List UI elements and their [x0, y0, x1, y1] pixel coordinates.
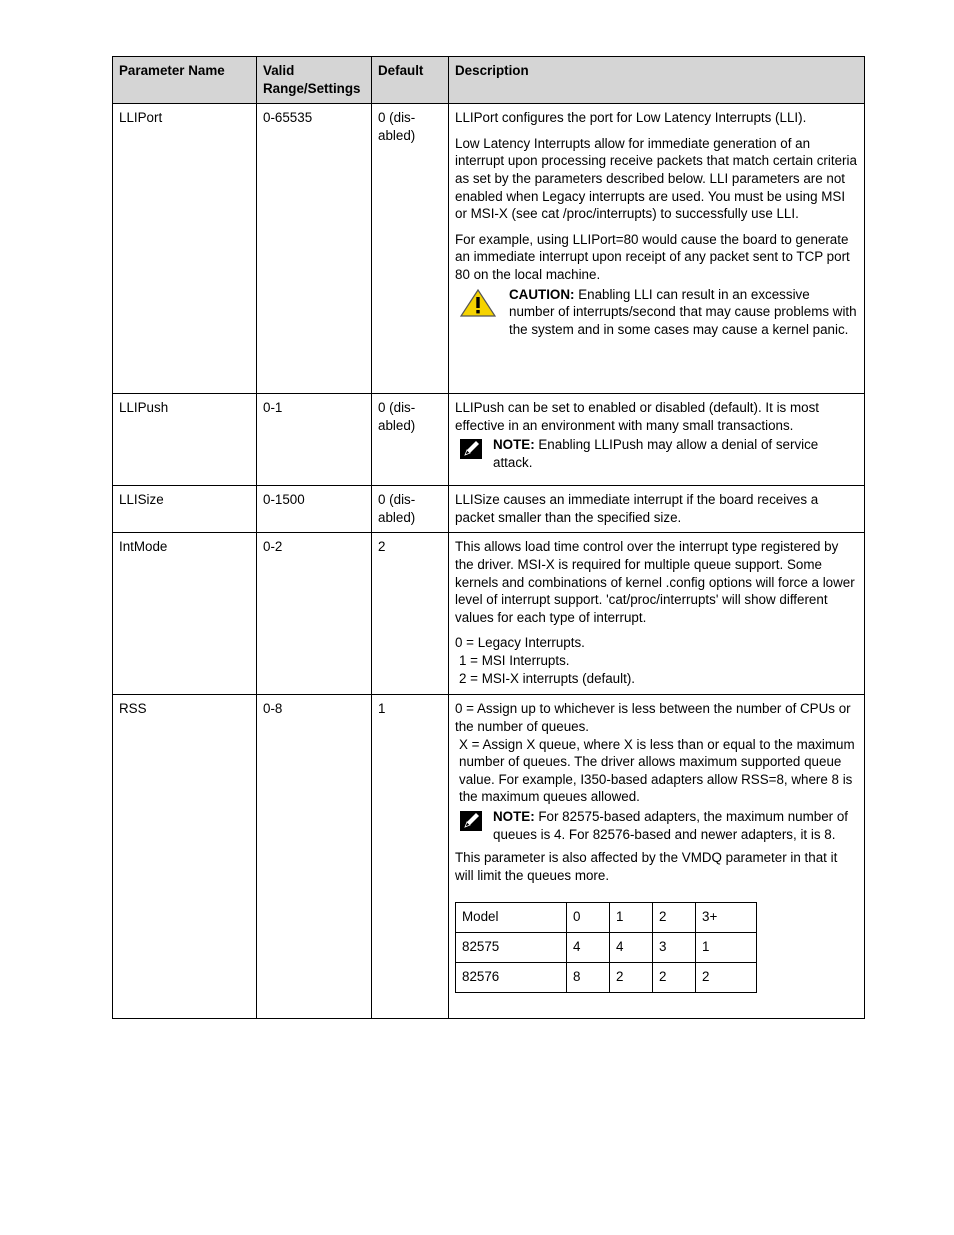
param-range: 0-1 [257, 394, 372, 486]
description-paragraph: LLIPush can be set to enabled or disabled (default). It is most effective in an environment with many small transactions. [455, 400, 819, 433]
table-header-row [113, 57, 865, 104]
description-paragraph: This allows load time control over the interrupt type registered by the driver. MSI-X is required for multiple queue support. Some kernels and combinations of kernel .config options will force a lower level of interrupt support. 'cat/proc/interrupts' will show different values for each type of interrupt. [455, 539, 855, 625]
note-pencil-icon [459, 810, 483, 832]
note-label: NOTE: [493, 808, 535, 824]
description-paragraph: LLISize causes an immediate interrupt if the board receives a packet smaller than the specified size. [455, 492, 819, 525]
list-item: 1 = MSI Interrupts. [459, 652, 570, 668]
note-pencil-icon [459, 438, 483, 460]
param-range: 0-1500 [257, 486, 372, 533]
param-name: IntMode [113, 533, 257, 695]
list-item: 0 = Legacy Interrupts. [455, 635, 585, 651]
rss-table-cell: 2 [696, 963, 757, 993]
param-description [449, 486, 865, 533]
rss-table-cell: 2 [653, 903, 696, 933]
list-item: 2 = MSI-X interrupts (default). [459, 670, 636, 686]
param-description [449, 533, 865, 695]
param-name: RSS [113, 695, 257, 1019]
description-paragraph: For example, using LLIPort=80 would cause the board to generate an immediate interrupt upon receipt of any packet sent to TCP port 80 on the local machine. [455, 231, 850, 282]
note-label: NOTE: [493, 437, 535, 453]
note-text [493, 808, 858, 843]
param-name: LLISize [113, 486, 257, 533]
table-row [113, 486, 865, 533]
param-default: 0 (dis-abled) [372, 486, 449, 533]
caution-body: Enabling LLI can result in an excessive number of interrupts/second that may cause problems with the system and in some cases may cause a kernel panic. [509, 286, 857, 337]
caution-label: CAUTION: [509, 286, 575, 302]
table-row [113, 394, 865, 486]
warning-triangle-icon [459, 288, 497, 318]
note-body: For 82575-based adapters, the maximum number of queues is 4. For 82576-based and newer adapters, it is 8. [493, 808, 849, 842]
table-row [113, 695, 865, 1019]
rss-table-cell: 2 [653, 963, 696, 993]
header-parameter-name: Parameter Name [113, 57, 257, 104]
param-range: 0-8 [257, 695, 372, 1019]
param-name: LLIPush [113, 394, 257, 486]
header-valid-range: Valid Range/Settings [257, 57, 372, 104]
description-paragraph: 0 = Assign up to whichever is less between the number of CPUs or the number of queues. [455, 701, 851, 734]
table-row [113, 104, 865, 394]
rss-table-cell: 2 [610, 963, 653, 993]
rss-queue-table [455, 902, 757, 993]
param-description [449, 695, 865, 1019]
rss-table-cell: 82575 [456, 933, 567, 963]
rss-table-cell: 3+ [696, 903, 757, 933]
rss-table-cell: 3 [653, 933, 696, 963]
parameters-table [112, 56, 865, 1019]
param-range: 0-2 [257, 533, 372, 695]
rss-table-cell: 1 [610, 903, 653, 933]
table-row [113, 533, 865, 695]
description-paragraph: This parameter is also affected by the VMDQ parameter in that it will limit the queues more. [455, 850, 838, 883]
rss-table-row [456, 963, 757, 993]
param-description [449, 394, 865, 486]
rss-table-cell: 82576 [456, 963, 567, 993]
param-default: 0 (dis-abled) [372, 394, 449, 486]
param-description [449, 104, 865, 394]
param-name: LLIPort [113, 104, 257, 394]
note-callout [455, 436, 858, 471]
param-default: 0 (dis-abled) [372, 104, 449, 394]
param-default: 1 [372, 695, 449, 1019]
rss-table-cell: 0 [567, 903, 610, 933]
description-paragraph: X = Assign X queue, where X is less than or equal to the maximum number of queues. The driver allows maximum supported queue value. For example, I350-based adapters allow RSS=8, where 8 is the maximum queues allowed. [459, 736, 855, 805]
rss-table-cell: 8 [567, 963, 610, 993]
description-paragraph: LLIPort configures the port for Low Latency Interrupts (LLI). [455, 110, 807, 126]
rss-table-cell: Model [456, 903, 567, 933]
param-default: 2 [372, 533, 449, 695]
note-callout [455, 808, 858, 843]
rss-table-cell: 1 [696, 933, 757, 963]
intmode-values-list [455, 634, 858, 687]
header-description: Description [449, 57, 865, 104]
header-default: Default [372, 57, 449, 104]
rss-table-cell: 4 [610, 933, 653, 963]
caution-text [509, 286, 858, 339]
rss-table-header-row [456, 903, 757, 933]
rss-table-row [456, 933, 757, 963]
description-paragraph: Low Latency Interrupts allow for immediate generation of an interrupt upon processing receive packets that match certain criteria as set by the parameters described below. LLI parameters are not enabled when Legacy interrupts are used. You must be using MSI or MSI-X (see cat /proc/interrupts) to successfully use LLI. [455, 135, 857, 222]
param-range: 0-65535 [257, 104, 372, 394]
caution-callout [455, 286, 858, 339]
rss-table-cell: 4 [567, 933, 610, 963]
note-text [493, 436, 858, 471]
note-body: Enabling LLIPush may allow a denial of service attack. [493, 437, 819, 470]
